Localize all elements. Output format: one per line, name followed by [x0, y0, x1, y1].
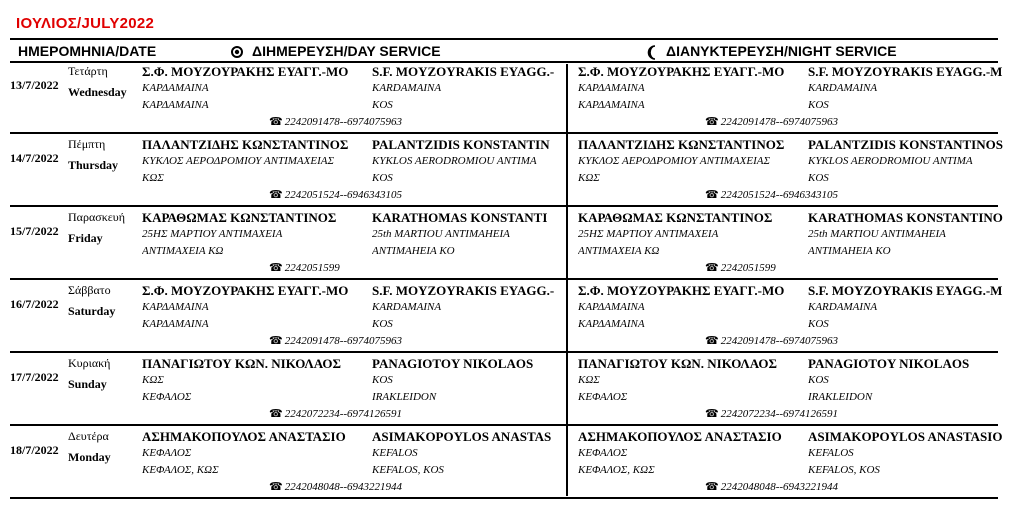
- row-divider: [10, 278, 998, 280]
- night-service-phone-number: 2242048048--6943221944: [720, 481, 839, 493]
- night-service-pharmacy-name-greek: Σ.Φ. ΜΟΥΖΟΥΡΑΚΗΣ ΕΥΑΓΓ.-ΜΟ: [578, 64, 785, 79]
- phone-icon: ☎: [705, 481, 719, 493]
- day-service-address-greek-line2: ΚΕΦΑΛΟΣ: [142, 391, 192, 403]
- day-service-address-greek-line1: ΚΕΦΑΛΟΣ: [142, 447, 192, 459]
- day-service-phone-number: 2242051599: [284, 262, 340, 274]
- night-service-pharmacy-name-latin: KARATHOMAS KONSTANTINO: [808, 210, 1003, 225]
- row-date: 14/7/2022: [10, 151, 59, 165]
- night-service-pharmacy-name-latin: S.F. MOYZOYRAKIS EYAGG.-M: [808, 64, 1003, 79]
- day-service-phone: [269, 261, 340, 274]
- day-service-address-latin-line1: KARDAMAINA: [372, 301, 442, 313]
- phone-icon: ☎: [269, 335, 283, 347]
- page-title: ΙΟΥΛΙΟΣ/JULY2022: [16, 15, 155, 32]
- phone-icon: ☎: [705, 189, 719, 201]
- row-divider: [10, 132, 998, 134]
- day-service-phone: [269, 480, 402, 493]
- night-service-address-latin-line2: KOS: [808, 99, 829, 111]
- day-service-phone-number: 2242051524--6946343105: [284, 189, 403, 201]
- phone-icon: ☎: [269, 262, 283, 274]
- moon-icon: [646, 45, 658, 60]
- day-service-pharmacy-name-latin: PALANTZIDIS KONSTANTIN: [372, 137, 550, 152]
- night-service-pharmacy-name-latin: S.F. MOYZOYRAKIS EYAGG.-M: [808, 283, 1003, 298]
- day-service-pharmacy-name-latin: PANAGIOTOY NIKOLAOS: [372, 356, 534, 371]
- night-service-address-latin-line2: KOS: [808, 172, 829, 184]
- day-service-address-latin-line1: KOS: [372, 374, 393, 386]
- night-service-pharmacy-name-greek: ΑΣΗΜΑΚΟΠΟΥΛΟΣ ΑΝΑΣΤΑΣΙΟ: [578, 429, 782, 444]
- table-row: [10, 64, 1003, 134]
- table-row: [10, 283, 1003, 353]
- row-divider: [10, 351, 998, 353]
- day-service-phone-number: 2242091478--6974075963: [284, 116, 403, 128]
- night-service-label: ΔΙΑΝΥΚΤΕΡΕΥΣΗ/NIGHT SERVICE: [666, 43, 897, 59]
- night-service-phone-number: 2242051524--6946343105: [720, 189, 839, 201]
- night-service-phone-number: 2242091478--6974075963: [720, 116, 839, 128]
- night-service-address-greek-line2: ΚΕΦΑΛΟΣ, ΚΩΣ: [578, 464, 655, 476]
- day-service-pharmacy-name-latin: S.F. MOYZOYRAKIS EYAGG.-: [372, 283, 555, 298]
- day-service-phone-number: 2242048048--6943221944: [284, 481, 403, 493]
- day-service-address-greek-line2: ΚΑΡΔΑΜΑΙΝΑ: [142, 99, 209, 111]
- day-service-address-latin-line2: KEFALOS, KOS: [372, 464, 444, 476]
- night-service-address-greek-line2: ΚΕΦΑΛΟΣ: [578, 391, 628, 403]
- row-weekday-english: Friday: [68, 231, 103, 245]
- night-service-pharmacy-name-latin: ASIMAKOPOYLOS ANASTASIO: [808, 429, 1003, 444]
- row-weekday-english: Sunday: [68, 377, 107, 391]
- phone-icon: ☎: [705, 116, 719, 128]
- row-weekday-english: Saturday: [68, 304, 116, 318]
- phone-icon: ☎: [705, 262, 719, 274]
- day-service-address-greek-line1: ΚΩΣ: [142, 374, 164, 386]
- night-service-address-greek-line1: ΚΑΡΔΑΜΑΙΝΑ: [578, 82, 645, 94]
- day-service-phone: [269, 188, 402, 201]
- night-service-address-greek-line2: ΑΝΤΙΜΑΧΕΙΑ ΚΩ: [578, 245, 660, 257]
- night-service-address-latin-line1: 25th MARTIOU ANTIMAHEIA: [808, 228, 946, 240]
- night-service-phone: [705, 480, 838, 493]
- day-service-pharmacy-name-greek: ΠΑΛΑΝΤΖΙΔΗΣ ΚΩΝΣΤΑΝΤΙΝΟΣ: [142, 137, 349, 152]
- day-service-pharmacy-name-greek: ΑΣΗΜΑΚΟΠΟΥΛΟΣ ΑΝΑΣΤΑΣΙΟ: [142, 429, 346, 444]
- night-service-header: [646, 43, 897, 60]
- day-service-pharmacy-name-greek: ΚΑΡΑΘΩΜΑΣ ΚΩΝΣΤΑΝΤΙΝΟΣ: [142, 210, 337, 225]
- table-row: [10, 137, 1003, 207]
- row-weekday-greek: Δευτέρα: [68, 429, 109, 443]
- day-service-address-greek-line1: ΚΥΚΛΟΣ ΑΕΡΟΔΡΟΜΙΟΥ ΑΝΤΙΜΑΧΕΙΑΣ: [142, 155, 334, 167]
- night-service-address-greek-line1: ΚΑΡΔΑΜΑΙΝΑ: [578, 301, 645, 313]
- day-service-address-latin-line2: IRAKLEIDON: [372, 391, 437, 403]
- night-service-address-latin-line2: ANTIMAHEIA KO: [808, 245, 891, 257]
- night-service-pharmacy-name-latin: PALANTZIDIS KONSTANTINOS: [808, 137, 1003, 152]
- day-service-address-latin-line2: ANTIMAHEIA KO: [372, 245, 455, 257]
- night-service-phone: [705, 115, 838, 128]
- row-weekday-greek: Παρασκευή: [68, 210, 125, 224]
- row-weekday-english: Thursday: [68, 158, 119, 172]
- table-row: [10, 210, 1003, 280]
- night-service-phone: [705, 334, 838, 347]
- row-weekday-greek: Σάββατο: [68, 283, 111, 297]
- phone-icon: ☎: [705, 408, 719, 420]
- day-service-address-latin-line1: KYKLOS AERODROMIOU ANTIMA: [372, 155, 537, 167]
- day-service-pharmacy-name-latin: KARATHOMAS KONSTANTI: [372, 210, 548, 225]
- day-service-address-latin-line1: KARDAMAINA: [372, 82, 442, 94]
- day-service-address-greek-line1: ΚΑΡΔΑΜΑΙΝΑ: [142, 82, 209, 94]
- day-service-phone: [269, 115, 402, 128]
- night-service-phone: [705, 261, 776, 274]
- date-column-header: ΗΜΕΡΟΜΗΝΙΑ/DATE: [18, 43, 157, 59]
- phone-icon: ☎: [269, 408, 283, 420]
- night-service-address-greek-line1: 25ΗΣ ΜΑΡΤΙΟΥ ΑΝΤΙΜΑΧΕΙΑ: [578, 228, 719, 240]
- row-date: 15/7/2022: [10, 224, 59, 238]
- day-service-phone: [269, 334, 402, 347]
- day-service-address-latin-line2: KOS: [372, 318, 393, 330]
- row-date: 13/7/2022: [10, 78, 59, 92]
- row-date: 18/7/2022: [10, 443, 59, 457]
- day-service-address-greek-line2: ΚΩΣ: [142, 172, 164, 184]
- table-row: [10, 356, 998, 426]
- phone-icon: ☎: [705, 335, 719, 347]
- day-service-address-greek-line2: ΚΕΦΑΛΟΣ, ΚΩΣ: [142, 464, 219, 476]
- night-service-pharmacy-name-greek: Σ.Φ. ΜΟΥΖΟΥΡΑΚΗΣ ΕΥΑΓΓ.-ΜΟ: [578, 283, 785, 298]
- column-divider: [566, 64, 568, 496]
- day-service-pharmacy-name-latin: ASIMAKOPOYLOS ANASTAS: [372, 429, 552, 444]
- day-service-label: ΔΙΗΜΕΡΕΥΣΗ/DAY SERVICE: [252, 43, 441, 59]
- day-service-header: [230, 43, 441, 59]
- night-service-address-greek-line1: ΚΩΣ: [578, 374, 600, 386]
- table-row: [10, 429, 1003, 499]
- night-service-address-latin-line1: KEFALOS: [808, 447, 854, 459]
- row-weekday-greek: Τετάρτη: [68, 64, 108, 78]
- day-service-address-latin-line2: KOS: [372, 99, 393, 111]
- night-service-phone-number: 2242072234--6974126591: [720, 408, 839, 420]
- night-service-address-greek-line2: ΚΑΡΔΑΜΑΙΝΑ: [578, 318, 645, 330]
- night-service-address-latin-line1: KARDAMAINA: [808, 82, 878, 94]
- table-header: [10, 38, 998, 63]
- row-weekday-greek: Πέμπτη: [68, 137, 106, 151]
- day-service-phone-number: 2242072234--6974126591: [284, 408, 403, 420]
- phone-icon: ☎: [269, 116, 283, 128]
- row-date: 16/7/2022: [10, 297, 59, 311]
- day-service-address-greek-line1: 25ΗΣ ΜΑΡΤΙΟΥ ΑΝΤΙΜΑΧΕΙΑ: [142, 228, 283, 240]
- night-service-address-greek-line2: ΚΩΣ: [578, 172, 600, 184]
- night-service-address-latin-line2: KOS: [808, 318, 829, 330]
- night-service-address-latin-line2: KEFALOS, KOS: [808, 464, 880, 476]
- night-service-pharmacy-name-greek: ΚΑΡΑΘΩΜΑΣ ΚΩΝΣΤΑΝΤΙΝΟΣ: [578, 210, 773, 225]
- day-service-pharmacy-name-greek: ΠΑΝΑΓΙΩΤΟΥ ΚΩΝ. ΝΙΚΟΛΑΟΣ: [142, 356, 341, 371]
- night-service-address-latin-line2: IRAKLEIDON: [808, 391, 873, 403]
- night-service-pharmacy-name-greek: ΠΑΛΑΝΤΖΙΔΗΣ ΚΩΝΣΤΑΝΤΙΝΟΣ: [578, 137, 785, 152]
- row-date: 17/7/2022: [10, 370, 59, 384]
- night-service-address-latin-line1: KYKLOS AERODROMIOU ANTIMA: [808, 155, 973, 167]
- day-service-address-greek-line2: ΑΝΤΙΜΑΧΕΙΑ ΚΩ: [142, 245, 224, 257]
- day-service-address-latin-line1: KEFALOS: [372, 447, 418, 459]
- night-service-phone: [705, 188, 838, 201]
- row-divider: [10, 497, 998, 499]
- sun-icon: [230, 45, 244, 59]
- night-service-phone-number: 2242091478--6974075963: [720, 335, 839, 347]
- night-service-phone: [705, 407, 838, 420]
- night-service-address-latin-line1: KARDAMAINA: [808, 301, 878, 313]
- row-divider: [10, 424, 998, 426]
- night-service-address-greek-line1: ΚΥΚΛΟΣ ΑΕΡΟΔΡΟΜΙΟΥ ΑΝΤΙΜΑΧΕΙΑΣ: [578, 155, 770, 167]
- phone-icon: ☎: [269, 189, 283, 201]
- day-service-phone-number: 2242091478--6974075963: [284, 335, 403, 347]
- day-service-address-latin-line1: 25th MARTIOU ANTIMAHEIA: [372, 228, 510, 240]
- day-service-phone: [269, 407, 402, 420]
- day-service-pharmacy-name-greek: Σ.Φ. ΜΟΥΖΟΥΡΑΚΗΣ ΕΥΑΓΓ.-ΜΟ: [142, 64, 349, 79]
- row-weekday-english: Monday: [68, 450, 111, 464]
- night-service-pharmacy-name-latin: PANAGIOTOY NIKOLAOS: [808, 356, 970, 371]
- day-service-pharmacy-name-greek: Σ.Φ. ΜΟΥΖΟΥΡΑΚΗΣ ΕΥΑΓΓ.-ΜΟ: [142, 283, 349, 298]
- row-weekday-greek: Κυριακή: [68, 356, 111, 370]
- night-service-address-greek-line1: ΚΕΦΑΛΟΣ: [578, 447, 628, 459]
- day-service-address-greek-line2: ΚΑΡΔΑΜΑΙΝΑ: [142, 318, 209, 330]
- night-service-address-latin-line1: KOS: [808, 374, 829, 386]
- night-service-address-greek-line2: ΚΑΡΔΑΜΑΙΝΑ: [578, 99, 645, 111]
- phone-icon: ☎: [269, 481, 283, 493]
- night-service-phone-number: 2242051599: [720, 262, 776, 274]
- day-service-address-greek-line1: ΚΑΡΔΑΜΑΙΝΑ: [142, 301, 209, 313]
- day-service-address-latin-line2: KOS: [372, 172, 393, 184]
- row-weekday-english: Wednesday: [68, 85, 127, 99]
- day-service-pharmacy-name-latin: S.F. MOYZOYRAKIS EYAGG.-: [372, 64, 555, 79]
- row-divider: [10, 205, 998, 207]
- night-service-pharmacy-name-greek: ΠΑΝΑΓΙΩΤΟΥ ΚΩΝ. ΝΙΚΟΛΑΟΣ: [578, 356, 777, 371]
